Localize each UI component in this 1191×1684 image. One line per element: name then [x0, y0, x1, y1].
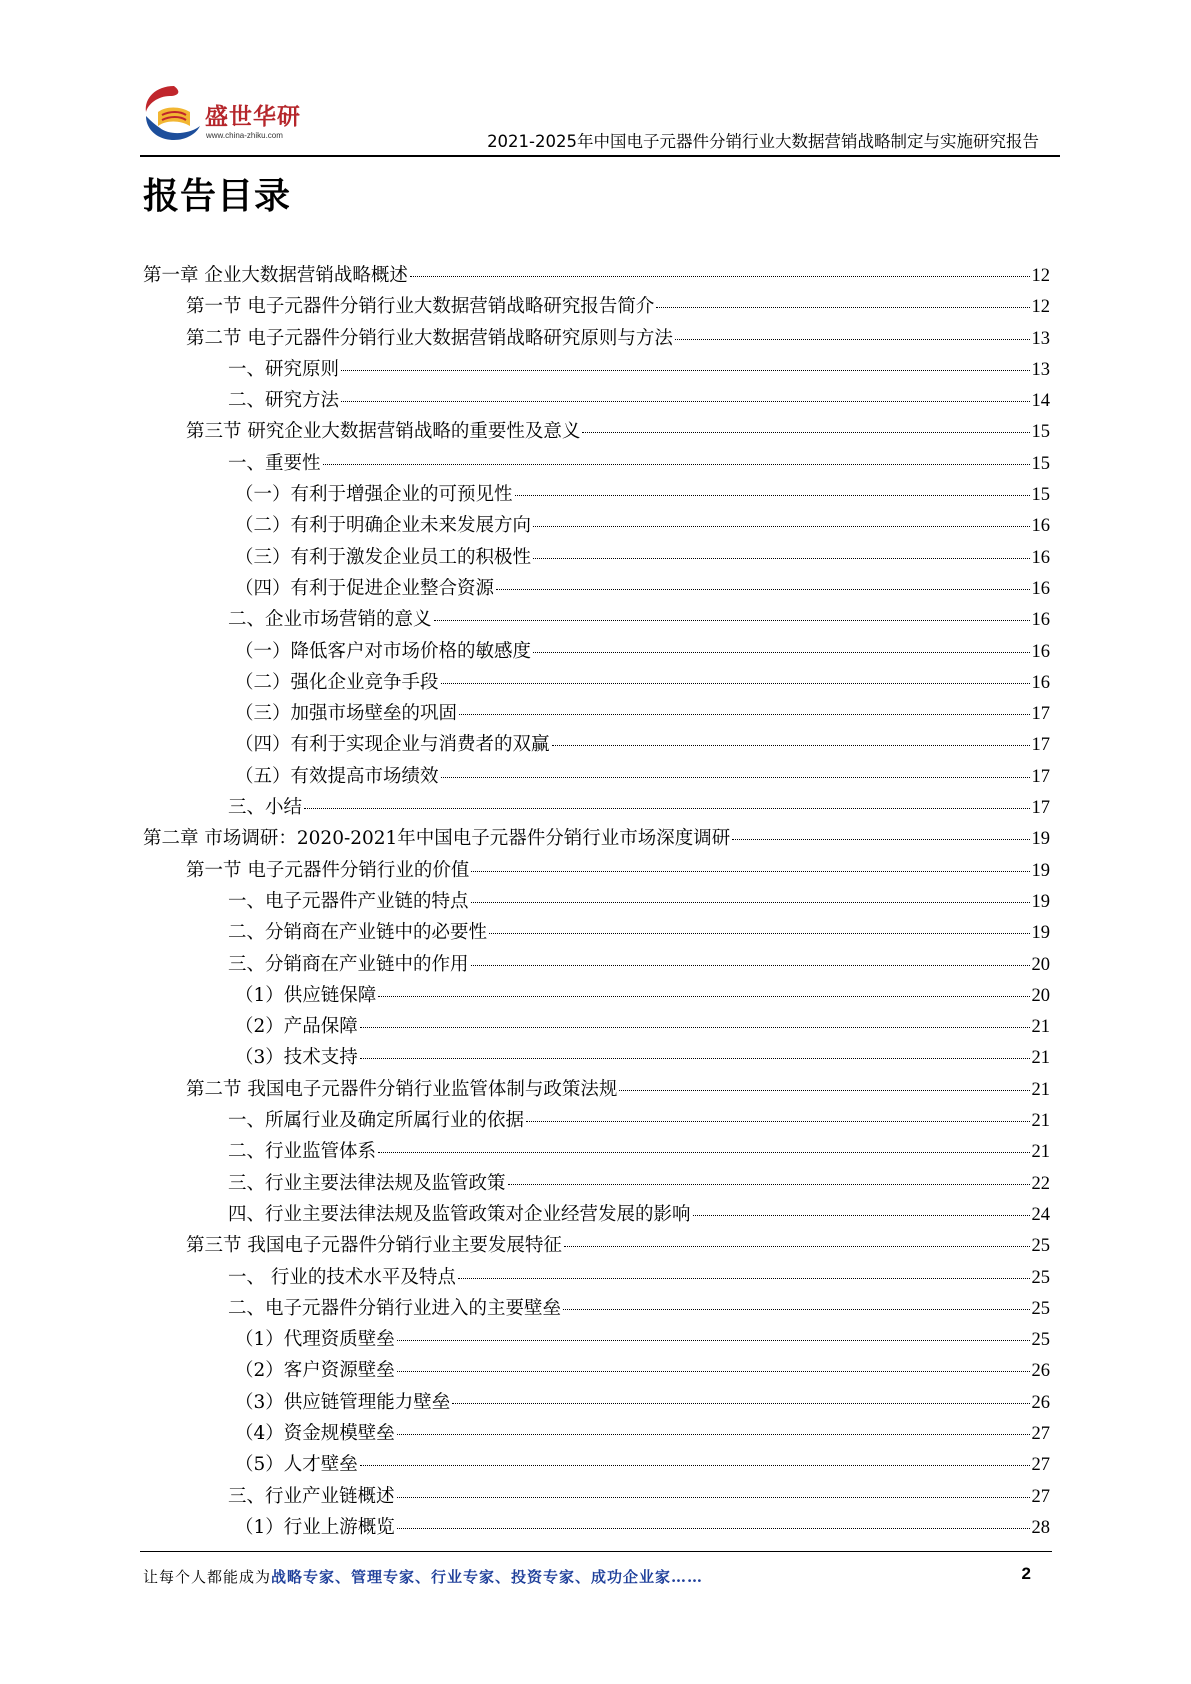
- toc-entry-page: 15: [1031, 485, 1050, 506]
- footer-slogan-lead: 让每个人都能成为: [143, 1568, 272, 1586]
- toc-entry[interactable]: [143, 887, 1050, 918]
- toc-entry[interactable]: [143, 355, 1050, 386]
- toc-leader-dots: [533, 652, 1029, 653]
- toc-entry[interactable]: [143, 1356, 1050, 1387]
- toc-entry-page: 25: [1031, 1330, 1050, 1351]
- toc-entry[interactable]: [143, 637, 1050, 668]
- logo-url: www.china-zhiku.com: [206, 131, 283, 140]
- toc-leader-dots: [452, 1403, 1029, 1404]
- toc-entry-page: 25: [1031, 1236, 1050, 1257]
- toc-entry[interactable]: [143, 1294, 1050, 1325]
- toc-entry-label: 三、行业产业链概述: [228, 1485, 395, 1507]
- toc-entry[interactable]: [143, 480, 1050, 511]
- page-number: 2: [1021, 1564, 1031, 1583]
- toc-entry-label: 第三节 研究企业大数据营销战略的重要性及意义: [186, 421, 581, 443]
- toc-entry[interactable]: [143, 605, 1050, 636]
- toc-entry-label: （五）有效提高市场绩效: [235, 765, 439, 787]
- toc-entry[interactable]: [143, 574, 1050, 605]
- toc-leader-dots: [341, 370, 1029, 371]
- toc-leader-dots: [471, 965, 1030, 966]
- toc-entry[interactable]: [143, 918, 1050, 949]
- toc-entry[interactable]: [143, 1513, 1050, 1544]
- toc-leader-dots: [564, 1246, 1030, 1247]
- toc-entry-page: 24: [1031, 1204, 1050, 1225]
- table-of-contents: [143, 261, 1050, 1544]
- toc-entry[interactable]: [143, 1419, 1050, 1450]
- toc-entry-label: （3）技术支持: [235, 1047, 358, 1069]
- toc-entry[interactable]: [143, 417, 1050, 448]
- toc-entry-label: 第三节 我国电子元器件分销行业主要发展特征: [186, 1235, 562, 1257]
- toc-entry[interactable]: [143, 1012, 1050, 1043]
- toc-leader-dots: [397, 1497, 1030, 1498]
- toc-leader-dots: [378, 996, 1029, 997]
- toc-entry-page: 20: [1031, 954, 1050, 975]
- toc-entry[interactable]: [143, 1200, 1050, 1231]
- toc-entry[interactable]: [143, 762, 1050, 793]
- toc-entry-label: 第二节 我国电子元器件分销行业监管体制与政策法规: [186, 1078, 618, 1100]
- toc-entry-label: 一、重要性: [228, 452, 321, 474]
- toc-entry-label: （二）强化企业竞争手段: [235, 671, 439, 693]
- toc-leader-dots: [458, 1278, 1030, 1279]
- toc-leader-dots: [378, 1152, 1029, 1153]
- toc-entry-page: 21: [1031, 1079, 1050, 1100]
- toc-entry-label: 第一章 企业大数据营销战略概述: [143, 265, 408, 286]
- toc-leader-dots: [471, 871, 1029, 872]
- toc-leader-dots: [441, 683, 1030, 684]
- toc-entry-page: 19: [1031, 860, 1050, 881]
- toc-entry[interactable]: [143, 1263, 1050, 1294]
- toc-entry[interactable]: [143, 793, 1050, 824]
- toc-entry[interactable]: [143, 261, 1050, 292]
- toc-leader-dots: [732, 839, 1029, 840]
- toc-entry[interactable]: [143, 1388, 1050, 1419]
- toc-entry-label: 第二章 市场调研：2020-2021年中国电子元器件分销行业市场深度调研: [143, 828, 731, 850]
- report-title: 2021-2025年中国电子元器件分销行业大数据营销战略制定与实施研究报告: [487, 132, 1039, 151]
- toc-leader-dots: [323, 464, 1030, 465]
- toc-entry-label: （四）有利于促进企业整合资源: [235, 577, 495, 599]
- toc-entry-label: 二、研究方法: [228, 390, 340, 412]
- logo-emblem-icon: [140, 82, 210, 144]
- toc-entry-page: 27: [1031, 1486, 1050, 1507]
- toc-entry-label: （1）行业上游概览: [235, 1516, 395, 1538]
- toc-entry-page: 26: [1031, 1392, 1050, 1413]
- toc-entry[interactable]: [143, 730, 1050, 761]
- toc-entry-label: 一、所属行业及确定所属行业的依据: [228, 1110, 525, 1132]
- toc-entry[interactable]: [143, 511, 1050, 542]
- toc-entry-page: 27: [1031, 1423, 1050, 1444]
- toc-entry-label: （三）有利于激发企业员工的积极性: [235, 546, 532, 568]
- toc-entry[interactable]: [143, 1137, 1050, 1168]
- toc-entry-label: （二）有利于明确企业未来发展方向: [235, 515, 532, 537]
- toc-entry[interactable]: [143, 386, 1050, 417]
- toc-entry[interactable]: [143, 1450, 1050, 1481]
- toc-entry-label: （3）供应链管理能力壁垒: [235, 1391, 451, 1413]
- toc-leader-dots: [360, 1027, 1030, 1028]
- toc-entry[interactable]: [143, 668, 1050, 699]
- toc-entry-page: 13: [1031, 359, 1050, 380]
- toc-entry-label: 二、电子元器件分销行业进入的主要壁垒: [228, 1297, 562, 1319]
- toc-entry[interactable]: [143, 856, 1050, 887]
- toc-entry[interactable]: [143, 324, 1050, 355]
- toc-entry-label: （一）有利于增强企业的可预见性: [235, 484, 513, 506]
- toc-entry-page: 17: [1031, 798, 1050, 819]
- toc-leader-dots: [410, 276, 1030, 277]
- toc-entry-page: 16: [1031, 516, 1050, 537]
- toc-entry[interactable]: [143, 449, 1050, 480]
- header-divider: [140, 155, 1060, 157]
- toc-entry-label: （1）代理资质壁垒: [235, 1329, 395, 1351]
- toc-entry-page: 16: [1031, 610, 1050, 631]
- toc-leader-dots: [675, 339, 1030, 340]
- toc-entry-label: 三、行业主要法律法规及监管政策: [228, 1172, 506, 1194]
- toc-leader-dots: [533, 526, 1029, 527]
- toc-entry-page: 21: [1031, 1048, 1050, 1069]
- toc-entry-page: 21: [1031, 1017, 1050, 1038]
- toc-entry[interactable]: [143, 1106, 1050, 1137]
- toc-entry-page: 16: [1031, 672, 1050, 693]
- toc-leader-dots: [397, 1528, 1030, 1529]
- toc-leader-dots: [489, 933, 1029, 934]
- toc-entry[interactable]: [143, 1043, 1050, 1074]
- toc-entry-page: 15: [1031, 422, 1050, 443]
- toc-leader-dots: [360, 1465, 1030, 1466]
- toc-entry[interactable]: [143, 1169, 1050, 1200]
- toc-entry-label: 第二节 电子元器件分销行业大数据营销战略研究原则与方法: [186, 327, 673, 349]
- toc-entry-label: （5）人才壁垒: [235, 1454, 358, 1476]
- toc-leader-dots: [533, 558, 1029, 559]
- toc-leader-dots: [471, 902, 1030, 903]
- toc-entry-page: 16: [1031, 578, 1050, 599]
- toc-leader-dots: [515, 495, 1030, 496]
- toc-entry[interactable]: [143, 1231, 1050, 1262]
- toc-entry-page: 28: [1031, 1517, 1050, 1538]
- toc-leader-dots: [582, 432, 1029, 433]
- toc-entry-label: （四）有利于实现企业与消费者的双赢: [235, 734, 550, 756]
- page-title: 报告目录: [143, 176, 292, 217]
- toc-entry[interactable]: [143, 950, 1050, 981]
- toc-entry[interactable]: [143, 543, 1050, 574]
- toc-entry[interactable]: [143, 981, 1050, 1012]
- toc-leader-dots: [552, 745, 1030, 746]
- footer-slogan: [143, 1566, 703, 1587]
- toc-leader-dots: [693, 1215, 1030, 1216]
- toc-entry-label: 第一节 电子元器件分销行业的价值: [186, 859, 470, 881]
- toc-entry[interactable]: [143, 1075, 1050, 1106]
- toc-entry-label: 二、分销商在产业链中的必要性: [228, 922, 488, 944]
- toc-leader-dots: [304, 808, 1029, 809]
- toc-entry[interactable]: [143, 1325, 1050, 1356]
- toc-entry[interactable]: [143, 1482, 1050, 1513]
- toc-leader-dots: [526, 1121, 1029, 1122]
- footer-divider: [140, 1551, 1052, 1552]
- toc-entry-page: 13: [1031, 328, 1050, 349]
- toc-entry-page: 21: [1031, 1111, 1050, 1132]
- toc-entry-label: 一、电子元器件产业链的特点: [228, 890, 469, 912]
- toc-leader-dots: [496, 589, 1029, 590]
- toc-entry-page: 15: [1031, 453, 1050, 474]
- footer-slogan-highlight: 战略专家、管理专家、行业专家、投资专家、成功企业家……: [271, 1568, 704, 1586]
- toc-leader-dots: [656, 307, 1029, 308]
- toc-leader-dots: [619, 1090, 1029, 1091]
- toc-leader-dots: [563, 1309, 1029, 1310]
- toc-entry-page: 20: [1031, 985, 1050, 1006]
- toc-entry-page: 22: [1031, 1173, 1050, 1194]
- toc-entry-page: 17: [1031, 766, 1050, 787]
- toc-leader-dots: [360, 1058, 1030, 1059]
- toc-entry-page: 21: [1031, 1142, 1050, 1163]
- toc-entry[interactable]: [143, 292, 1050, 323]
- toc-entry-label: 三、小结: [228, 797, 303, 819]
- toc-entry-label: 一、研究原则: [228, 358, 340, 380]
- toc-entry-page: 16: [1031, 547, 1050, 568]
- toc-entry-page: 17: [1031, 735, 1050, 756]
- toc-entry-page: 12: [1031, 266, 1050, 286]
- toc-entry-label: 三、分销商在产业链中的作用: [228, 953, 469, 975]
- toc-leader-dots: [341, 401, 1029, 402]
- toc-entry-page: 19: [1031, 829, 1050, 850]
- toc-entry-page: 12: [1031, 297, 1050, 318]
- toc-entry-page: 27: [1031, 1455, 1050, 1476]
- toc-leader-dots: [459, 714, 1029, 715]
- toc-leader-dots: [441, 777, 1030, 778]
- toc-entry-label: （2）产品保障: [235, 1016, 358, 1038]
- toc-entry[interactable]: [143, 824, 1050, 855]
- toc-entry-page: 25: [1031, 1267, 1050, 1288]
- toc-entry-page: 25: [1031, 1298, 1050, 1319]
- toc-entry-label: 四、行业主要法律法规及监管政策对企业经营发展的影响: [228, 1203, 691, 1225]
- toc-leader-dots: [397, 1340, 1030, 1341]
- toc-leader-dots: [397, 1434, 1030, 1435]
- toc-entry-label: 二、行业监管体系: [228, 1141, 377, 1163]
- toc-entry-label: 第一节 电子元器件分销行业大数据营销战略研究报告简介: [186, 296, 655, 318]
- toc-entry-page: 19: [1031, 923, 1050, 944]
- toc-entry-label: （4）资金规模壁垒: [235, 1422, 395, 1444]
- logo-text: 盛世华研: [205, 104, 301, 130]
- toc-leader-dots: [434, 620, 1030, 621]
- toc-entry-page: 19: [1031, 891, 1050, 912]
- toc-entry-label: （一）降低客户对市场价格的敏感度: [235, 640, 532, 662]
- toc-entry-label: （2）客户资源壁垒: [235, 1360, 395, 1382]
- toc-leader-dots: [508, 1184, 1030, 1185]
- toc-entry-label: （三）加强市场壁垒的巩固: [235, 703, 458, 725]
- toc-entry-page: 16: [1031, 641, 1050, 662]
- toc-entry-page: 17: [1031, 704, 1050, 725]
- toc-leader-dots: [397, 1371, 1030, 1372]
- toc-entry[interactable]: [143, 699, 1050, 730]
- toc-entry-page: 26: [1031, 1361, 1050, 1382]
- toc-entry-label: 一、 行业的技术水平及特点: [228, 1266, 456, 1288]
- toc-entry-page: 14: [1031, 391, 1050, 412]
- toc-entry-label: （1）供应链保障: [235, 984, 377, 1006]
- toc-entry-label: 二、企业市场营销的意义: [228, 609, 432, 631]
